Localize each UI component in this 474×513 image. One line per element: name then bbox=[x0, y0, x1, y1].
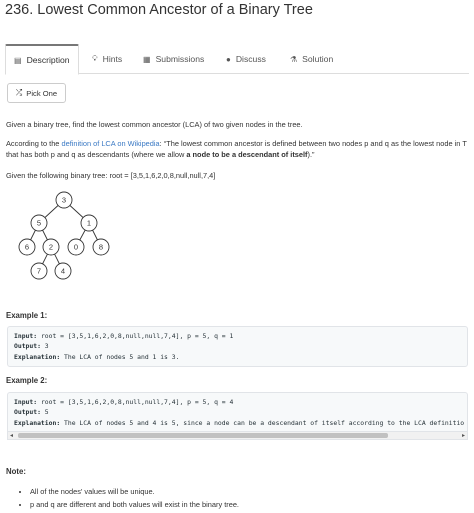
input-label: Input: bbox=[14, 332, 38, 340]
list-item: • All of the nodes' values will be unique. bbox=[30, 485, 239, 498]
pick-one-button[interactable] bbox=[7, 83, 66, 103]
explanation-label: Explanation: bbox=[14, 418, 61, 427]
tree-node bbox=[31, 263, 47, 279]
discuss-icon: ● bbox=[226, 54, 231, 64]
output-label: Output: bbox=[14, 342, 41, 351]
svg-text:5: 5 bbox=[36, 218, 42, 228]
example-2-scrollbar[interactable] bbox=[7, 432, 468, 440]
tree-node bbox=[93, 239, 109, 255]
example-1-heading: Example 1: bbox=[6, 311, 48, 320]
output-label: Output: bbox=[14, 408, 41, 417]
svg-text:8: 8 bbox=[98, 242, 104, 252]
tree-node bbox=[31, 215, 47, 231]
shuffle-icon: ⤮ bbox=[15, 88, 23, 97]
tab-label: Hints bbox=[102, 54, 123, 64]
svg-text:7: 7 bbox=[36, 266, 42, 276]
description-icon: ▤ bbox=[14, 55, 22, 65]
explanation-label: Explanation: bbox=[14, 352, 61, 361]
tree-node bbox=[56, 192, 72, 208]
svg-text:0: 0 bbox=[73, 242, 79, 252]
explanation-value: The LCA of nodes 5 and 1 is 3. bbox=[60, 352, 180, 361]
list-item: • p and q are different and both values will exist in the binary tree. bbox=[30, 498, 239, 511]
given-tree-text: Given the following binary tree: root = [3,5,1,6,2,0,8,null,null,7,4] bbox=[6, 171, 216, 180]
binary-tree-diagram bbox=[10, 186, 120, 281]
pick-one-label: Pick One bbox=[26, 88, 58, 98]
input-value: root = [3,5,1,6,2,0,8,null,null,7,4], p = 5, q = 4 bbox=[37, 398, 234, 406]
explanation-value: The LCA of nodes 5 and 4 is 5, since a node can be a descendant of itself according to the LCA definitio bbox=[60, 418, 465, 427]
tab-bar bbox=[5, 44, 469, 74]
output-value: 5 bbox=[40, 408, 49, 417]
tree-node bbox=[68, 239, 84, 255]
tab-hints[interactable] bbox=[92, 44, 122, 74]
tree-node bbox=[19, 239, 35, 255]
example-1-code bbox=[7, 326, 468, 367]
svg-text:2: 2 bbox=[48, 242, 54, 252]
according-prefix: According to the bbox=[6, 139, 62, 148]
tab-label: Discuss bbox=[235, 54, 266, 64]
scrollbar-thumb[interactable] bbox=[18, 433, 388, 438]
according-mid: : “The lowest common ancestor is defined between two nodes p and q as the lowest node in T that has both p and q as descendants (where we allow bbox=[6, 139, 467, 159]
submissions-icon: ▦ bbox=[143, 54, 151, 64]
input-value: root = [3,5,1,6,2,0,8,null,null,7,4], p = 5, q = 1 bbox=[37, 332, 234, 340]
lca-definition-link[interactable]: definition of LCA on Wikipedia bbox=[61, 139, 160, 148]
tab-submissions[interactable] bbox=[143, 44, 204, 74]
example-2-heading: Example 2: bbox=[6, 376, 48, 385]
tree-node bbox=[55, 263, 71, 279]
input-label: Input: bbox=[14, 398, 38, 406]
tab-label: Solution bbox=[302, 54, 334, 64]
tab-label: Description bbox=[26, 55, 70, 65]
lightbulb-icon: 💡︎ bbox=[92, 54, 98, 63]
according-bold: a node to be a descendant of itself bbox=[186, 149, 308, 159]
according-suffix: ).” bbox=[307, 149, 315, 159]
svg-text:1: 1 bbox=[86, 218, 92, 228]
scroll-right-icon[interactable]: ▸ bbox=[461, 433, 465, 439]
svg-text:6: 6 bbox=[24, 242, 30, 252]
scroll-left-icon[interactable]: ◂ bbox=[10, 433, 14, 439]
note-list bbox=[22, 485, 239, 511]
tab-label: Submissions bbox=[155, 54, 205, 64]
tree-node bbox=[81, 215, 97, 231]
description-according bbox=[6, 139, 468, 160]
tab-discuss[interactable] bbox=[226, 44, 266, 74]
svg-text:4: 4 bbox=[60, 266, 66, 276]
tab-description[interactable] bbox=[5, 44, 79, 75]
page-title: 236. Lowest Common Ancestor of a Binary Tree bbox=[5, 2, 313, 18]
description-intro: Given a binary tree, find the lowest common ancestor (LCA) of two given nodes in the tree. bbox=[6, 120, 303, 129]
output-value: 3 bbox=[40, 342, 49, 351]
svg-text:3: 3 bbox=[61, 195, 67, 205]
tree-node bbox=[43, 239, 59, 255]
example-2-code bbox=[7, 392, 468, 432]
flask-icon: ⚗ bbox=[290, 54, 298, 64]
note-heading: Note: bbox=[6, 467, 26, 476]
tab-solution[interactable] bbox=[290, 44, 333, 74]
